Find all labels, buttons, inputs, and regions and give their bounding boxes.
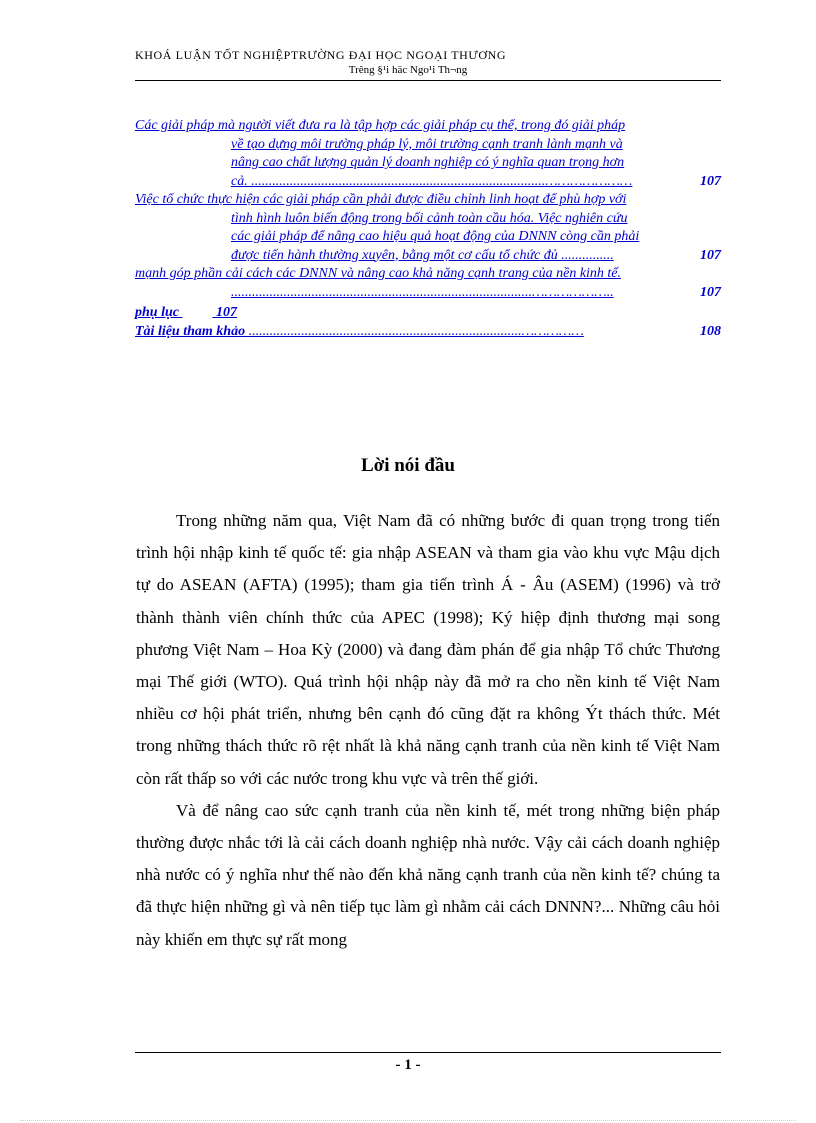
page-edge [20, 1120, 796, 1121]
paragraph: Và để nâng cao sức cạnh tranh của nền kinh tế, mét trong những biện pháp thường được nhắc tới là cải cách doanh nghiệp nhà nước. Vậy cải cách doanh nghiệp nhà nước có ý nghĩa như thế nào đến khả năng cạnh tranh của nền kinh tế? chúng ta đã thực hiện những gì và nên tiếp tục làm gì nhằm cải cách DNNN?... Những câu hỏi này khiến em thực sự rất mong [136, 800, 720, 949]
toc-entry-text: Các giải pháp mà người viết đưa ra là tập hợp các giải pháp cụ thể, trong đó giải pháp [135, 118, 626, 133]
toc-entry-text: nâng cao chất lượng quản lý doanh nghiệp có ý nghĩa quan trọng hơn [231, 155, 625, 170]
toc-entry-text: các giải pháp để nâng cao hiệu quả hoạt động của DNNN còng cần phải [231, 229, 640, 244]
running-header-subtitle: Trêng §¹i häc Ngo¹i Th¬ng [348, 64, 468, 76]
toc-page-number: 107 [700, 173, 721, 189]
toc-entry-text: được tiến hành thường xuyên, bằng một cơ cấu tổ chức đủ ............... 107 [135, 247, 721, 266]
toc-page-number: 108 [700, 323, 721, 339]
body-text [136, 505, 720, 956]
toc-entry-text: Việc tổ chức thực hiện các giải pháp cần phải được điều chỉnh linh hoạt để phù hợp với [135, 192, 627, 207]
page-number: - 1 - [395, 1057, 421, 1073]
toc-entry-appendix[interactable] [135, 304, 721, 323]
toc-entry-text: ......................................................................................……………….. 107 [135, 284, 721, 303]
toc-page-number: 107 [215, 305, 237, 320]
footer-rule [135, 1052, 721, 1053]
toc-entry-solutions[interactable] [135, 117, 721, 191]
toc-entry-label: phụ lục [135, 305, 179, 320]
running-header-title: KHOÁ LUẬN TỐT NGHIỆPTRƯỜNG ĐẠI HỌC NGOẠI THƯƠNG [135, 48, 507, 62]
toc-page-number: 107 [700, 284, 721, 300]
toc-leader-dots: ..............................................................................…………… [245, 323, 584, 339]
toc-entry-text: cả. ....................................................................................………………… 107 [135, 173, 721, 192]
section-title: Lời nói đầu [361, 455, 455, 476]
paragraph: Trong những năm qua, Việt Nam đã có những bước đi quan trọng trong tiến trình hội nhập kinh tế quốc tế: gia nhập ASEAN và tham gia vào khu vực Mậu dịch tự do ASEAN (AFTA) (1995); tham gia tiến trình Á - Âu (ASEM) (1996) và trở thành thành viên chính thức của APEC (1998); Ký hiệp định thương mại song phương Việt Nam – Hoa Kỳ (2000) và đang đàm phán để gia nhập Tổ chức Thương mại Thế giới (WTO). Quá trình hội nhập này đã mở ra cho nền kinh tế Việt Nam nhiều cơ hội phát triển, nhưng bên cạnh đó cũng đặt ra không Ýt thách thức. Mét trong những thách thức rõ rệt nhất là khả năng cạnh tranh của nền kinh tế Việt Nam còn rất thấp so với các nước trong khu vực và trên thế giới. [136, 511, 720, 788]
toc-page-number: 107 [700, 247, 721, 263]
toc-entry-text: tình hình luôn biến động trong bối cảnh toàn cầu hóa. Việc nghiên cứu [231, 210, 628, 226]
toc-entry-reform[interactable] [135, 265, 721, 302]
toc-entry-text: về tạo dựng môi trường pháp lý, môi trường cạnh tranh lành mạnh và [231, 136, 623, 152]
toc-entry-text: mạnh góp phần cải cách các DNNN và nâng cao khả năng cạnh trang của nền kinh tế. [135, 266, 622, 281]
header-rule [135, 80, 721, 81]
toc-entry-implementation[interactable] [135, 191, 721, 265]
toc-entry-label: Tài liệu tham khảo [135, 323, 246, 339]
table-of-contents [135, 117, 721, 341]
toc-entry-references[interactable] [135, 323, 721, 342]
